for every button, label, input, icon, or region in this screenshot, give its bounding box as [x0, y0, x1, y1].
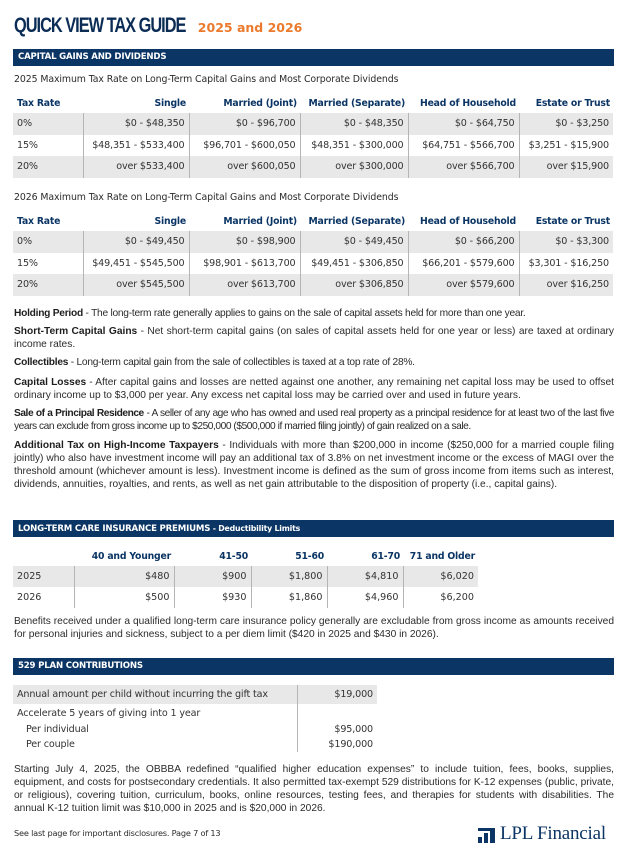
table-cell: 20% — [13, 274, 83, 296]
table-cell: over $579,600 — [408, 274, 519, 296]
table-cell: $1,800 — [251, 566, 327, 587]
table-cell: $49,451 - $545,500 — [83, 253, 189, 275]
table-cell: 2025 — [13, 566, 74, 587]
table-cell: $1,860 — [251, 587, 327, 608]
table-row — [13, 685, 377, 704]
column-header: Single — [154, 216, 186, 227]
table-cell: $4,810 — [327, 566, 403, 587]
table-cell: $930 — [174, 587, 251, 608]
table-cell: over $533,400 — [83, 156, 189, 178]
table-cell: $0 - $3,300 — [519, 231, 613, 253]
table-row — [13, 587, 478, 608]
table-cell: 15% — [17, 257, 38, 269]
table-cell: $49,451 - $306,850 — [300, 253, 408, 275]
column-header: Married (Separate) — [308, 216, 405, 227]
table-title-2025: 2025 Maximum Tax Rate on Long-Term Capital Gains and Most Corporate Dividends — [14, 74, 399, 85]
row-value: $190,000 — [297, 737, 377, 752]
company-logo — [478, 823, 606, 845]
table-cell: 0% — [13, 113, 83, 135]
plan-529-table — [13, 685, 377, 752]
column-header: 71 and Older — [409, 551, 475, 562]
table-header-row — [13, 212, 613, 231]
table-cell: 15% — [17, 139, 38, 151]
note-additional-tax-high-income — [14, 439, 614, 491]
table-cell: $4,960 — [327, 587, 403, 608]
table-cell: $480 — [74, 566, 174, 587]
table-row — [13, 566, 478, 587]
column-header: Tax Rate — [17, 216, 61, 227]
table-cell: $500 — [74, 587, 174, 608]
note-short-term-capital-gains — [14, 325, 614, 351]
column-header: 61-70 — [371, 551, 400, 562]
row-label: Annual amount per child without incurring the gift tax — [13, 685, 297, 704]
column-header: Estate or Trust — [535, 216, 610, 227]
column-header: Estate or Trust — [535, 98, 610, 109]
column-header: Head of Household — [420, 216, 516, 227]
table-cell: over $545,500 — [83, 274, 189, 296]
note-text: - Long-term capital gain from the sale of collectibles is taxed at a top rate of 28%. — [68, 357, 415, 368]
table-row — [13, 274, 613, 296]
table-row — [13, 113, 613, 135]
table-cell: 0% — [13, 231, 83, 253]
table-row — [13, 156, 613, 178]
lpl-logo-icon — [478, 826, 495, 843]
table-cell: $0 - $48,350 — [300, 113, 408, 135]
column-header: Tax Rate — [17, 98, 61, 109]
table-cell: 20% — [13, 156, 83, 178]
table-row — [13, 737, 377, 752]
table-cell: $3,301 - $16,250 — [519, 253, 613, 275]
disclosure-note: See last page for important disclosures. Page 7 of 13 — [14, 828, 221, 838]
row-label: Per couple — [26, 739, 75, 750]
note-capital-losses — [14, 376, 614, 402]
note-sale-principal-residence — [14, 407, 614, 433]
table-cell: $0 - $64,750 — [408, 113, 519, 135]
column-header: 51-60 — [295, 551, 324, 562]
section-header-529: 529 PLAN CONTRIBUTIONS — [13, 658, 614, 675]
column-header: Married (Joint) — [223, 216, 297, 227]
column-header: 40 and Younger — [91, 551, 171, 562]
page-title: QUICK VIEW TAX GUIDE — [14, 14, 186, 37]
page-header — [14, 14, 302, 42]
column-header: Married (Joint) — [223, 98, 297, 109]
section-header-capital-gains: CAPITAL GAINS AND DIVIDENDS — [13, 49, 614, 66]
table-cell: $96,701 - $600,050 — [189, 135, 300, 157]
note-holding-period — [14, 307, 614, 320]
column-header: 41-50 — [219, 551, 248, 562]
logo-text: LPL Financial — [500, 823, 606, 844]
ltc-premiums-table — [13, 547, 478, 608]
table-cell: $6,020 — [403, 566, 478, 587]
table-row — [13, 704, 377, 722]
note-text: - Individuals with more than $200,000 in income ($250,000 for a married couple filing jointly) who also have investment income will pay an additional tax of 3.8% on net investment income or the excess of MAGI over the threshold amount (whichever amount is less). Investment income is defined as the sum of gross income from items such as interest, dividends, annuities, royalties, and rents, as well as net gain attributable to the disposition of property (i.e., capital gains). — [14, 440, 614, 490]
column-header: Married (Separate) — [308, 98, 405, 109]
page-subtitle: 2025 and 2026 — [197, 20, 303, 35]
note-term: Capital Losses — [14, 377, 87, 388]
table-cell: $0 - $49,450 — [300, 231, 408, 253]
table-cell: $98,901 - $613,700 — [189, 253, 300, 275]
capital-gains-table-2026 — [13, 212, 613, 296]
table-cell: $64,751 - $566,700 — [408, 135, 519, 157]
table-header-row — [13, 94, 613, 113]
note-term: Holding Period — [14, 308, 83, 319]
table-cell: $66,201 - $579,600 — [408, 253, 519, 275]
table-header-row — [13, 547, 478, 566]
row-value: $95,000 — [297, 722, 377, 737]
table-cell: $3,251 - $15,900 — [519, 135, 613, 157]
table-cell: over $300,000 — [300, 156, 408, 178]
capital-gains-table-2025 — [13, 94, 613, 178]
table-cell: $0 - $3,250 — [519, 113, 613, 135]
table-cell: $48,351 - $533,400 — [83, 135, 189, 157]
row-value — [297, 704, 377, 722]
table-row — [13, 231, 613, 253]
table-cell: over $15,900 — [519, 156, 613, 178]
note-text: - The long-term rate generally applies to gains on the sale of capital assets held for more than one year. — [82, 308, 526, 319]
table-cell: 2026 — [17, 592, 42, 603]
ltc-note: Benefits received under a qualified long-term care insurance policy generally are excludable from gross income as amounts received for personal injuries and sickness, subject to a per diem limit ($420 in 2025 and $430 in 2026). — [14, 616, 614, 640]
table-row — [13, 135, 613, 157]
table-cell: over $600,050 — [189, 156, 300, 178]
column-header — [13, 547, 74, 566]
table-cell: $0 - $98,900 — [189, 231, 300, 253]
note-text: - Net short-term capital gains (on sales of capital assets held for one year or less) are taxed at ordinary income rates. — [14, 326, 614, 350]
section-subtitle: - Deductibility Limits — [210, 524, 301, 533]
row-value: $19,000 — [297, 685, 377, 704]
plan-529-note: Starting July 4, 2025, the OBBBA redefined “qualified higher education expenses” to include tuition, fees, books, supplies, equipment, and costs for postsecondary credentials. It also permitted tax-exempt 529 distributions for K-12 expenses (public, private, or religious), covering tuition, curriculum, books, online resources, testing fees, and therapies for students with disabilities. The annual K-12 tuition limit was $10,000 in 2025 and is $20,000 in 2026. — [14, 764, 614, 814]
table-cell: $900 — [174, 566, 251, 587]
column-header: Single — [154, 98, 186, 109]
note-term: Sale of a Principal Residence — [14, 408, 144, 419]
note-term: Additional Tax on High-Income Taxpayers — [14, 440, 219, 451]
table-title-2026: 2026 Maximum Tax Rate on Long-Term Capital Gains and Most Corporate Dividends — [14, 192, 399, 203]
table-cell: over $613,700 — [189, 274, 300, 296]
note-collectibles — [14, 356, 614, 369]
row-label: Accelerate 5 years of giving into 1 year — [17, 707, 201, 719]
table-cell: $0 - $49,450 — [83, 231, 189, 253]
table-row — [13, 722, 377, 737]
table-cell: $6,200 — [403, 587, 478, 608]
table-cell: over $16,250 — [519, 274, 613, 296]
note-term: Short-Term Capital Gains — [14, 326, 138, 337]
table-cell: $48,351 - $300,000 — [300, 135, 408, 157]
table-cell: $0 - $96,700 — [189, 113, 300, 135]
section-title: LONG-TERM CARE INSURANCE PREMIUMS — [18, 524, 211, 534]
table-cell: over $306,850 — [300, 274, 408, 296]
note-text: - After capital gains and losses are netted against one another, any remaining net capital loss may be used to offset ordinary income up to $3,000 per year. Any excess net capital loss may be carried over and used in future years. — [14, 377, 614, 401]
table-cell: $0 - $48,350 — [83, 113, 189, 135]
table-row — [13, 253, 613, 275]
row-label: Per individual — [26, 724, 89, 735]
table-cell: over $566,700 — [408, 156, 519, 178]
note-text: - A seller of any age who has owned and used real property as a principal residence for at least two of the last five years can exclude from gross income up to $250,000 ($500,000 if married filing jointly) of gain realized on a sale. — [14, 408, 614, 432]
column-header: Head of Household — [420, 98, 516, 109]
section-header-ltc — [13, 520, 614, 537]
table-cell: $0 - $66,200 — [408, 231, 519, 253]
note-term: Collectibles — [14, 357, 69, 368]
